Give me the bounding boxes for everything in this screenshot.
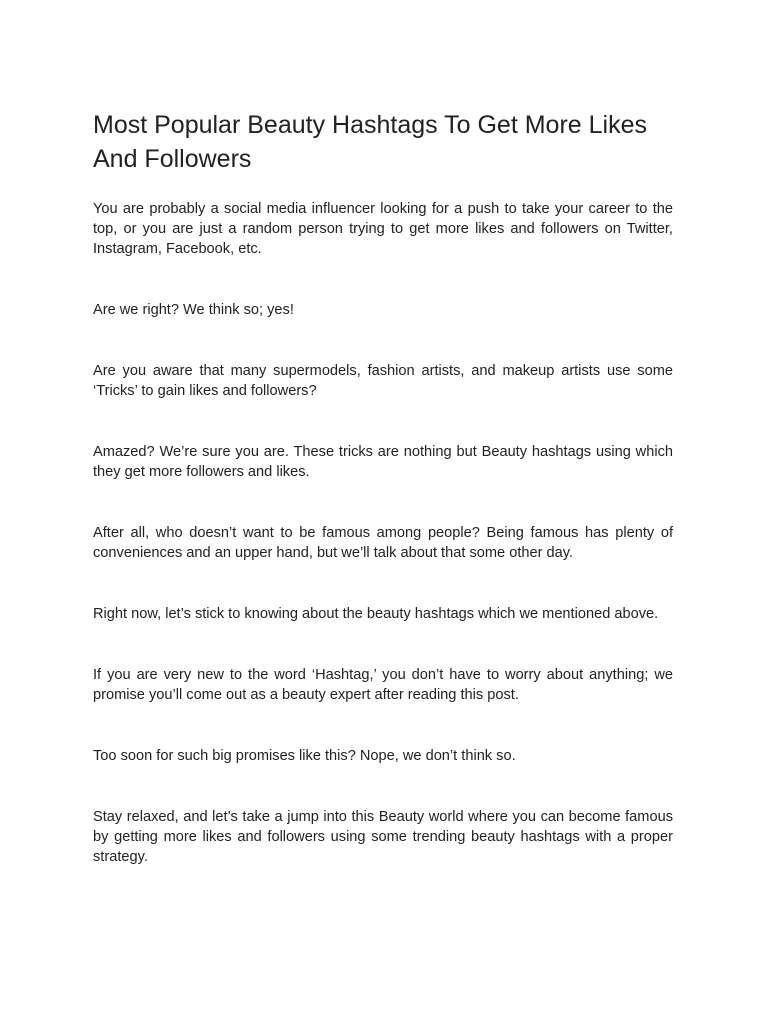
paragraph-4: Amazed? We’re sure you are. These tricks are nothing but Beauty hashtags using which they get more followers and likes. — [93, 444, 673, 480]
paragraph-6: Right now, let’s stick to knowing about the beauty hashtags which we mentioned above. — [93, 606, 659, 622]
paragraph-9: Stay relaxed, and let’s take a jump into this Beauty world where you can become famous by getting more likes and followers using some trending beauty hashtags with a proper strategy. — [93, 809, 673, 865]
paragraph-7: If you are very new to the word ‘Hashtag,’ you don’t have to worry about anything; we promise you’ll come out as a beauty expert after reading this post. — [93, 667, 673, 703]
document-page — [93, 108, 673, 867]
paragraph-3: Are you aware that many supermodels, fashion artists, and makeup artists use some ‘Tricks’ to gain likes and followers? — [93, 363, 673, 399]
paragraph-5: After all, who doesn’t want to be famous among people? Being famous has plenty of conveniences and an upper hand, but we’ll talk about that some other day. — [93, 525, 673, 561]
paragraph-1: You are probably a social media influencer looking for a push to take your career to the top, or you are just a random person trying to get more likes and followers on Twitter, Instagram, Facebook, etc. — [93, 201, 673, 257]
document-title: Most Popular Beauty Hashtags To Get More Likes And Followers — [93, 111, 647, 173]
paragraph-8: Too soon for such big promises like this? Nope, we don’t think so. — [93, 748, 516, 764]
paragraph-2: Are we right? We think so; yes! — [93, 302, 294, 318]
